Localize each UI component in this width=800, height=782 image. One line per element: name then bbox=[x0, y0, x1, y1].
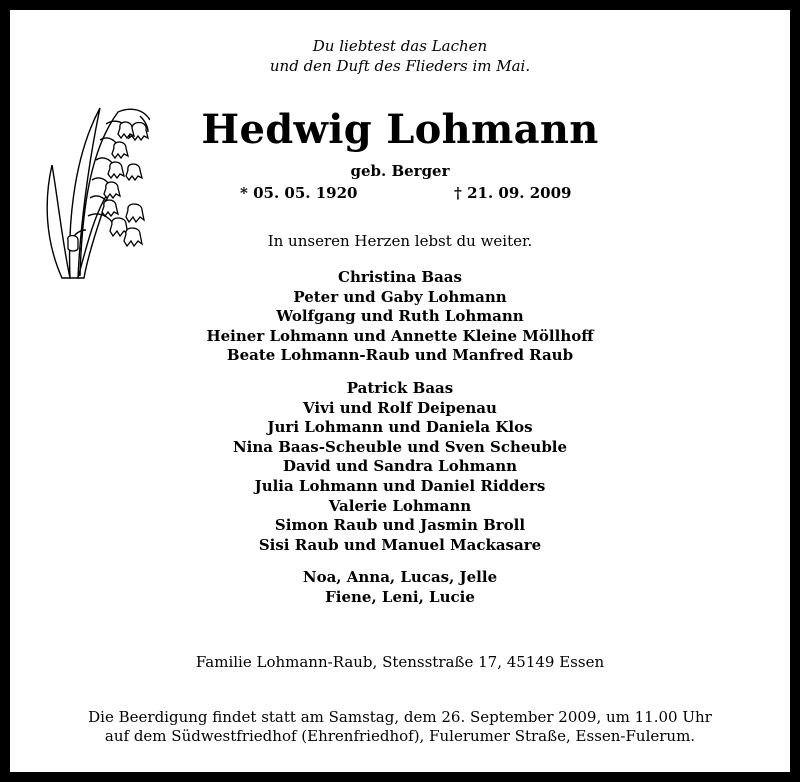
mourners-group-children bbox=[10, 268, 790, 366]
funeral-line: auf dem Südwestfriedhof (Ehrenfriedhof), Fulerumer Straße, Essen-Fulerum. bbox=[104, 727, 696, 745]
mourner-line: Patrick Baas bbox=[346, 379, 454, 397]
mourner-line: Julia Lohmann und Daniel Ridders bbox=[254, 476, 546, 495]
mourners-group-grandchildren bbox=[10, 379, 790, 555]
motto-line: und den Duft des Flieders im Mai. bbox=[269, 57, 531, 75]
motto bbox=[10, 36, 790, 76]
mourner-line: Juri Lohmann und Daniela Klos bbox=[267, 418, 533, 437]
verse: In unseren Herzen lebst du weiter. bbox=[267, 232, 533, 250]
mourner-line: Beate Lohmann-Raub und Manfred Raub bbox=[226, 346, 574, 365]
death-date: † 21. 09. 2009 bbox=[454, 184, 572, 202]
mourner-line: Valerie Lohmann bbox=[328, 496, 472, 515]
mourner-line: Heiner Lohmann und Annette Kleine Möllhoff bbox=[206, 326, 594, 345]
mourner-line: Sisi Raub und Manuel Mackasare bbox=[258, 535, 542, 554]
maiden-name: geb. Berger bbox=[350, 162, 450, 180]
mourner-line: Vivi und Rolf Deipenau bbox=[303, 398, 497, 417]
mourner-line: Fiene, Leni, Lucie bbox=[325, 587, 475, 606]
mourner-line: Simon Raub und Jasmin Broll bbox=[274, 516, 526, 535]
mourner-line: Wolfgang und Ruth Lohmann bbox=[276, 307, 524, 326]
funeral-info bbox=[10, 708, 790, 746]
deceased-name: Hedwig Lohmann bbox=[201, 106, 599, 153]
mourner-line: Noa, Anna, Lucas, Jelle bbox=[302, 568, 498, 586]
motto-line: Du liebtest das Lachen bbox=[312, 37, 488, 55]
mourner-line: David und Sandra Lohmann bbox=[282, 457, 518, 476]
birth-date: * 05. 05. 1920 bbox=[240, 184, 358, 202]
mourners-group-great-grandchildren bbox=[10, 568, 790, 607]
mourner-line: Nina Baas-Scheuble und Sven Scheuble bbox=[232, 437, 568, 456]
funeral-line: Die Beerdigung findet statt am Samstag, dem 26. September 2009, um 11.00 Uhr bbox=[88, 708, 712, 726]
mourner-line: Peter und Gaby Lohmann bbox=[293, 287, 507, 306]
family-address: Familie Lohmann-Raub, Stensstraße 17, 45149 Essen bbox=[195, 653, 605, 671]
mourner-line: Christina Baas bbox=[338, 268, 462, 286]
